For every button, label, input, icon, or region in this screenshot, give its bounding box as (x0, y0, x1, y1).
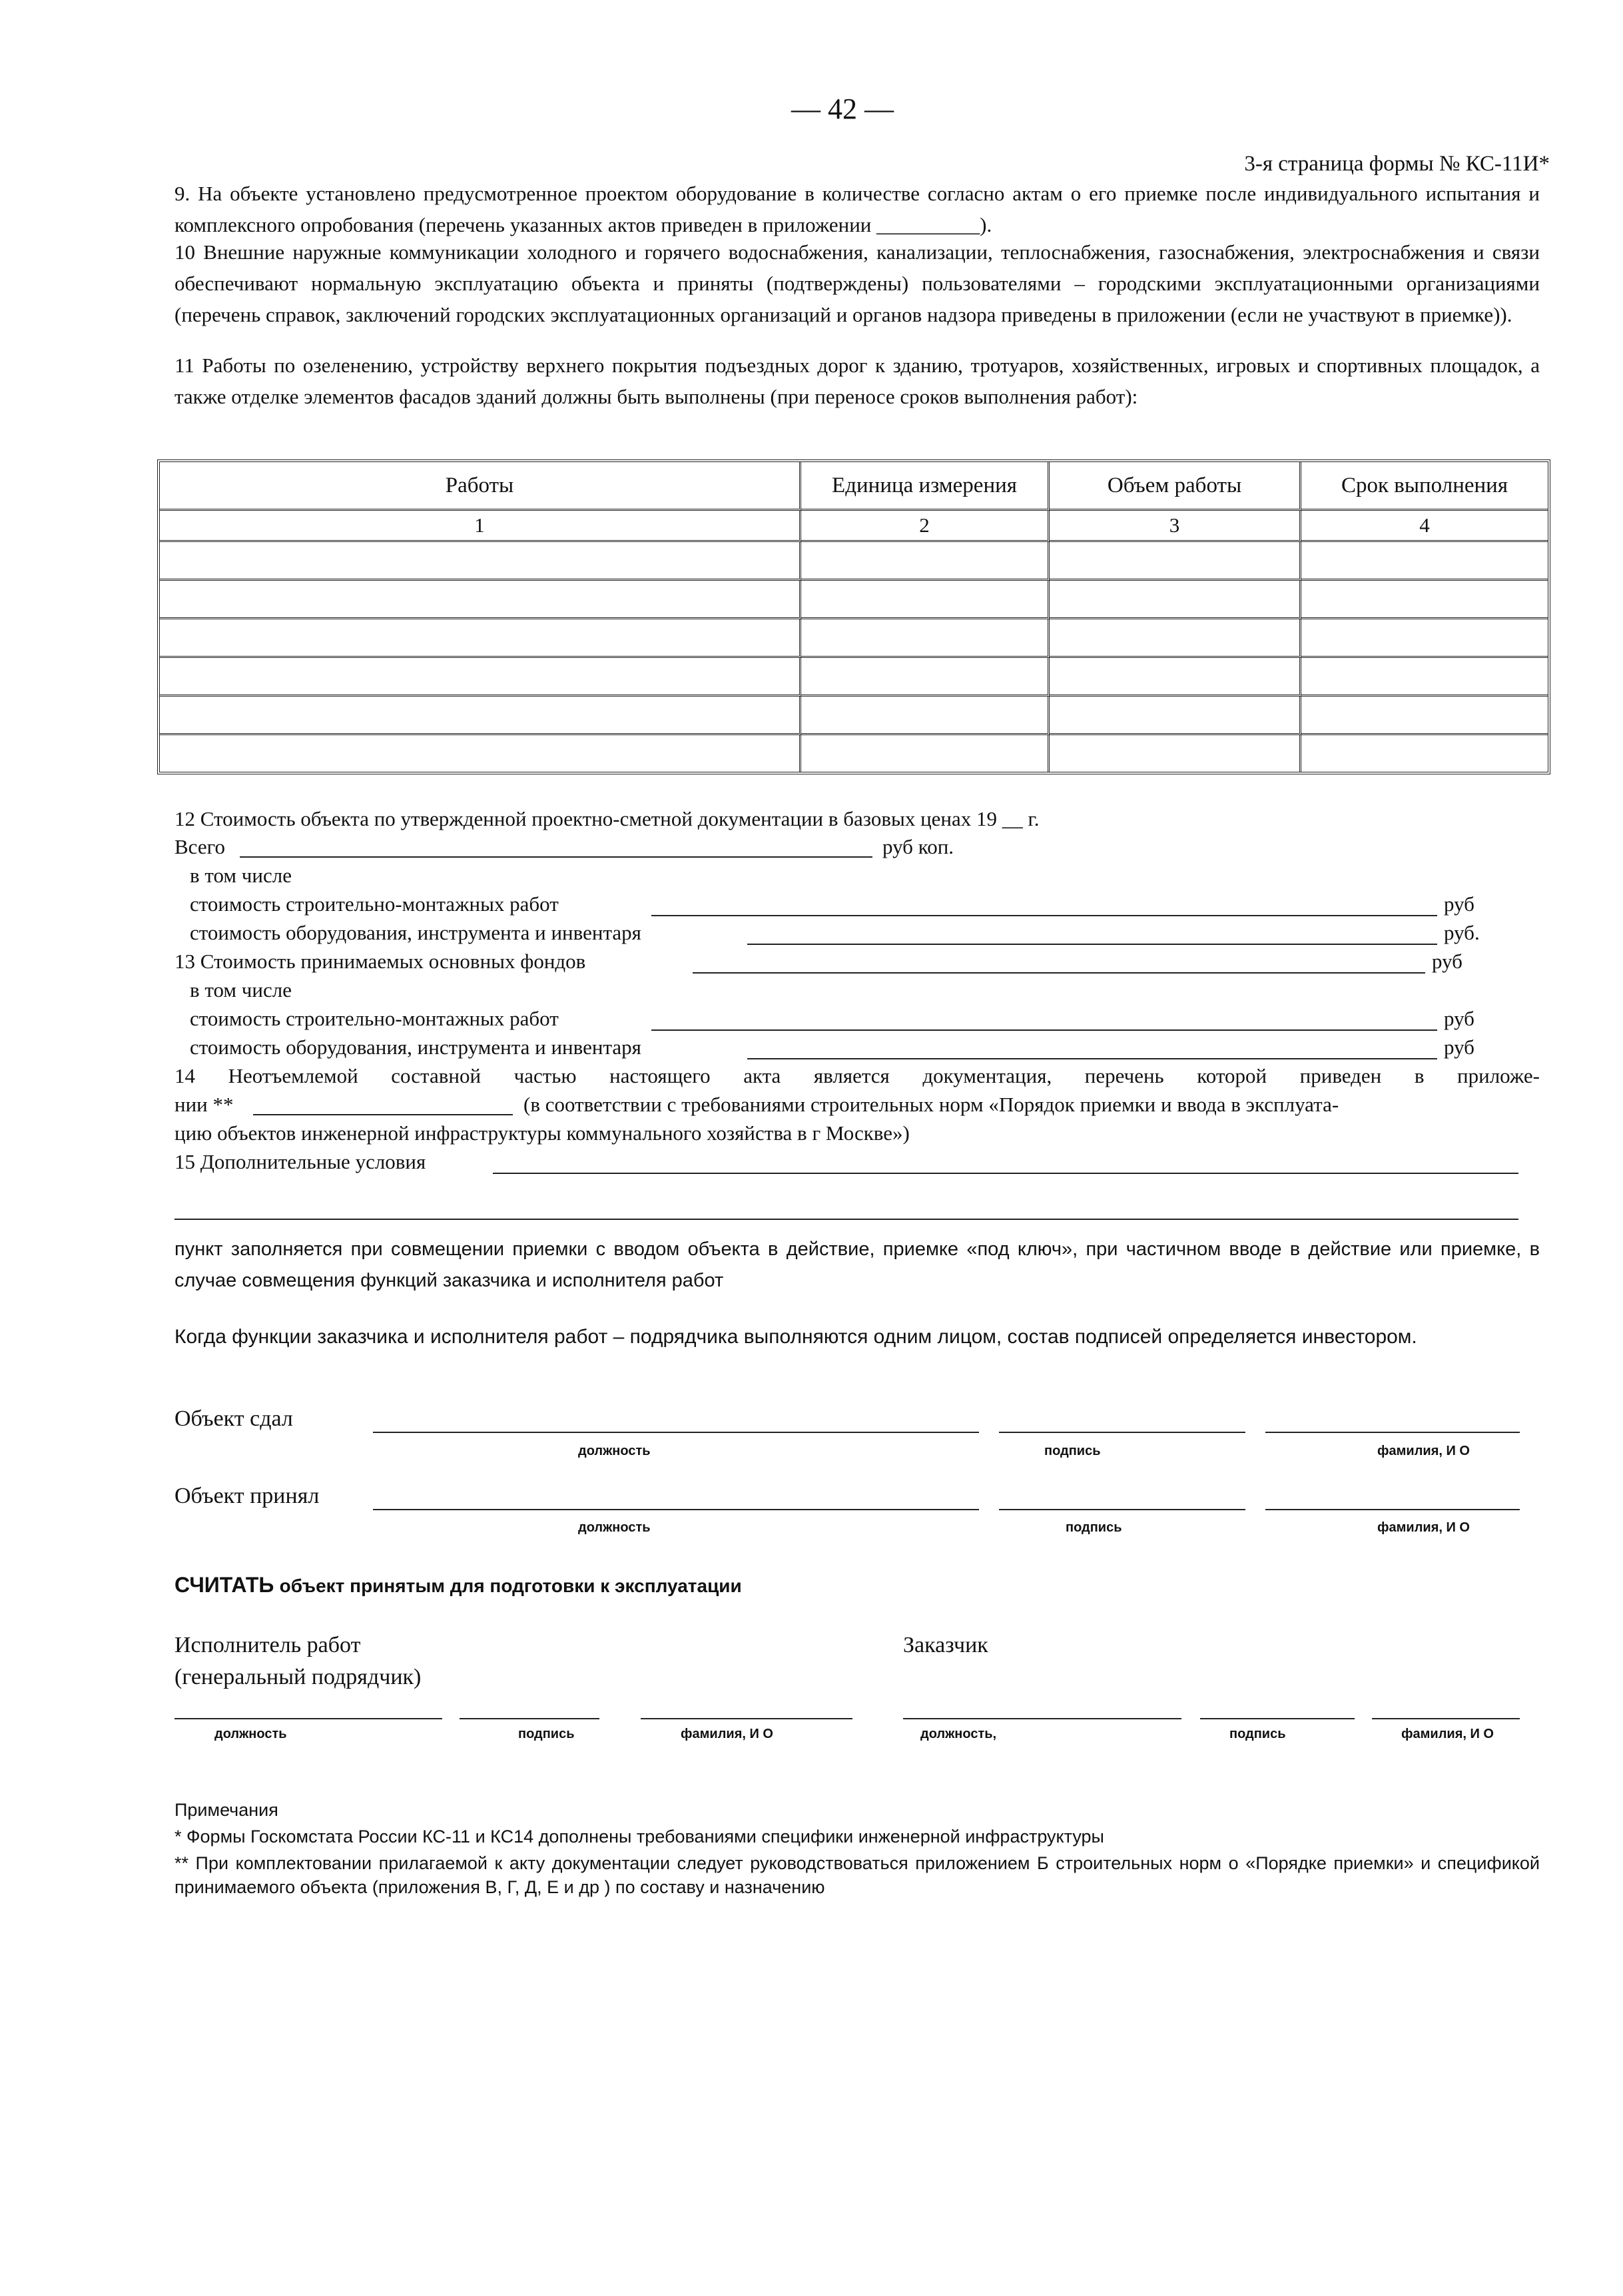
signature-caption: подпись (1044, 1444, 1101, 1458)
handed-over-name-field[interactable] (1265, 1432, 1520, 1433)
table-row (160, 542, 1548, 581)
contractor-position-field[interactable] (174, 1718, 442, 1719)
column-number: 1 (160, 511, 801, 542)
including-label: в том числе (190, 864, 292, 887)
paragraph-14-line3: цию объектов инженерной инфраструктуры коммунального хозяйства в г Москве») (174, 1121, 910, 1145)
rub-label: руб (1444, 1035, 1474, 1059)
paragraph-13: 13 Стоимость принимаемых основных фондов (174, 950, 586, 973)
table-header-row (160, 462, 1548, 511)
position-caption: должность, (920, 1727, 997, 1741)
table-cell[interactable] (1050, 619, 1301, 658)
column-number: 3 (1050, 511, 1301, 542)
customer-name-field[interactable] (1372, 1718, 1520, 1719)
header-volume: Объем работы (1050, 462, 1301, 511)
table-cell[interactable] (1301, 735, 1548, 772)
table-cell[interactable] (801, 619, 1050, 658)
table-cell[interactable] (160, 619, 801, 658)
rub-label: руб. (1444, 921, 1480, 944)
paragraph-15: 15 Дополнительные условия (174, 1150, 426, 1173)
table-row (160, 581, 1548, 619)
paragraph-10: 10 Внешние наружные коммуникации холодного и горячего водоснабжения, канализации, теплоснабжения, газоснабжения, электроснабжения и связи обеспечивают нормальную эксплуатацию объекта и приняты (подтверждены) пользователями – городскими эксплуатационными организациями (перечень справок, заключений городских эксплуатационных организаций и органов надзора приведены в приложении (если не участвуют в приемке)). (174, 240, 1540, 326)
appendix-field[interactable] (253, 1114, 513, 1115)
rub-label: руб (1444, 892, 1474, 916)
header-works: Работы (160, 462, 801, 511)
table-cell[interactable] (1301, 581, 1548, 619)
paragraph-14-line1: 14 Неотъемлемой составной частью настоящего акта является документация, перечень которой приведен в приложе- (174, 1064, 1540, 1087)
considered-bold: СЧИТАТЬ (174, 1573, 274, 1597)
table-row (160, 735, 1548, 772)
construction-cost-field[interactable] (651, 1029, 1437, 1031)
name-caption: фамилия, И О (1401, 1727, 1494, 1741)
customer-signature-field[interactable] (1200, 1718, 1355, 1719)
position-caption: должность (578, 1520, 651, 1535)
column-number: 2 (801, 511, 1050, 542)
table-cell[interactable] (1050, 542, 1301, 581)
including-label: в том числе (190, 978, 292, 1002)
page-number: — 42 — (791, 93, 894, 125)
paragraph-12: 12 Стоимость объекта по утвержденной проектно-сметной документации в базовых ценах 19 __ г. (174, 807, 1040, 830)
equipment-cost-field[interactable] (747, 1058, 1437, 1059)
position-caption: должность (214, 1727, 287, 1741)
customer-position-field[interactable] (903, 1718, 1181, 1719)
paragraph-14-line2-end: (в соответствии с требованиями строительных норм «Порядок приемки и ввода в эксплуата- (523, 1093, 1339, 1116)
signature-caption: подпись (1066, 1520, 1122, 1535)
table-cell[interactable] (160, 581, 801, 619)
accepted-label: Объект принял (174, 1484, 320, 1508)
equipment-cost-label: стоимость оборудования, инструмента и инвентаря (190, 921, 641, 944)
construction-cost-label: стоимость строительно-монтажных работ (190, 892, 559, 916)
header-unit: Единица измерения (801, 462, 1050, 511)
equipment-cost-label: стоимость оборудования, инструмента и инвентаря (190, 1035, 641, 1059)
form-reference: 3-я страница формы № КС-11И* (1244, 152, 1550, 176)
customer-label: Заказчик (903, 1633, 988, 1657)
header-deadline: Срок выполнения (1301, 462, 1548, 511)
additional-conditions-field-2[interactable] (174, 1219, 1518, 1220)
table-cell[interactable] (1301, 658, 1548, 697)
table-row (160, 697, 1548, 735)
name-caption: фамилия, И О (1377, 1520, 1470, 1535)
table-row (160, 658, 1548, 697)
contractor-signature-field[interactable] (460, 1718, 599, 1719)
name-caption: фамилия, И О (681, 1727, 773, 1741)
fixed-assets-field[interactable] (693, 972, 1425, 974)
considered-accepted (174, 1573, 742, 1598)
contractor-sublabel: (генеральный подрядчик) (174, 1665, 422, 1689)
accepted-name-field[interactable] (1265, 1509, 1520, 1510)
rub-label: руб (1432, 950, 1462, 973)
name-caption: фамилия, И О (1377, 1444, 1470, 1458)
construction-cost-field[interactable] (651, 915, 1437, 916)
works-table (157, 459, 1550, 774)
total-field[interactable] (240, 856, 872, 858)
contractor-name-field[interactable] (641, 1718, 852, 1719)
table-cell[interactable] (1301, 697, 1548, 735)
signature-caption: подпись (1229, 1727, 1286, 1741)
table-cell[interactable] (801, 697, 1050, 735)
considered-rest: объект принятым для подготовки к эксплуатации (279, 1576, 742, 1596)
table-cell[interactable] (801, 581, 1050, 619)
accepted-signature-field[interactable] (999, 1509, 1245, 1510)
contractor-label: Исполнитель работ (174, 1633, 361, 1657)
table-number-row (160, 511, 1548, 542)
table-cell[interactable] (160, 735, 801, 772)
total-label: Всего (174, 835, 226, 858)
handed-over-position-field[interactable] (373, 1432, 979, 1433)
fill-note: пункт заполняется при совмещении приемки с вводом объекта в действие, приемке «под ключ», при частичном вводе в действие или приемке, в случае совмещения функций заказчика и исполнителя работ (174, 1239, 1540, 1291)
signature-caption: подпись (518, 1727, 575, 1741)
table-cell[interactable] (1050, 735, 1301, 772)
column-number: 4 (1301, 511, 1548, 542)
note-2: ** При комплектовании прилагаемой к акту документации следует руководствоваться приложением Б строительных норм о «Порядке приемки» и спецификой принимаемого объекта (приложения В, Г, Д, Е и др ) по составу и назначению (174, 1853, 1540, 1897)
additional-conditions-field[interactable] (493, 1173, 1518, 1174)
table-cell[interactable] (1050, 581, 1301, 619)
table-row (160, 619, 1548, 658)
table-cell[interactable] (1301, 619, 1548, 658)
paragraph-14-line2-start: нии ** (174, 1093, 234, 1116)
rub-label: руб (1444, 1007, 1474, 1030)
table-cell[interactable] (801, 658, 1050, 697)
table-cell[interactable] (160, 697, 801, 735)
handed-over-label: Объект сдал (174, 1406, 293, 1431)
table-cell[interactable] (801, 735, 1050, 772)
table-cell[interactable] (1301, 542, 1548, 581)
accepted-position-field[interactable] (373, 1509, 979, 1510)
investor-note: Когда функции заказчика и исполнителя работ – подрядчика выполняются одним лицом, состав подписей определяется инвестором. (174, 1326, 1417, 1348)
total-unit: руб коп. (882, 835, 954, 858)
notes-title: Примечания (174, 1800, 278, 1820)
position-caption: должность (578, 1444, 651, 1458)
table-cell[interactable] (160, 658, 801, 697)
handed-over-signature-field[interactable] (999, 1432, 1245, 1433)
paragraph-9: 9. На объекте установлено предусмотренное проектом оборудование в количестве согласно актам о его приемке после индивидуального испытания и комплексного опробования (перечень указанных актов приведен в приложении __________). (174, 182, 1540, 236)
note-1: * Формы Госкомстата России КС-11 и КС14 дополнены требованиями специфики инженерной инфраструктуры (174, 1827, 1104, 1847)
construction-cost-label: стоимость строительно-монтажных работ (190, 1007, 559, 1030)
equipment-cost-field[interactable] (747, 944, 1437, 945)
table-cell[interactable] (1050, 658, 1301, 697)
paragraph-11: 11 Работы по озеленению, устройству верхнего покрытия подъездных дорог к зданию, тротуаров, хозяйственных, игровых и спортивных площадок, а также отделке элементов фасадов зданий должны быть выполнены (при переносе сроков выполнения работ): (174, 354, 1540, 408)
table-cell[interactable] (801, 542, 1050, 581)
table-cell[interactable] (160, 542, 801, 581)
table-cell[interactable] (1050, 697, 1301, 735)
